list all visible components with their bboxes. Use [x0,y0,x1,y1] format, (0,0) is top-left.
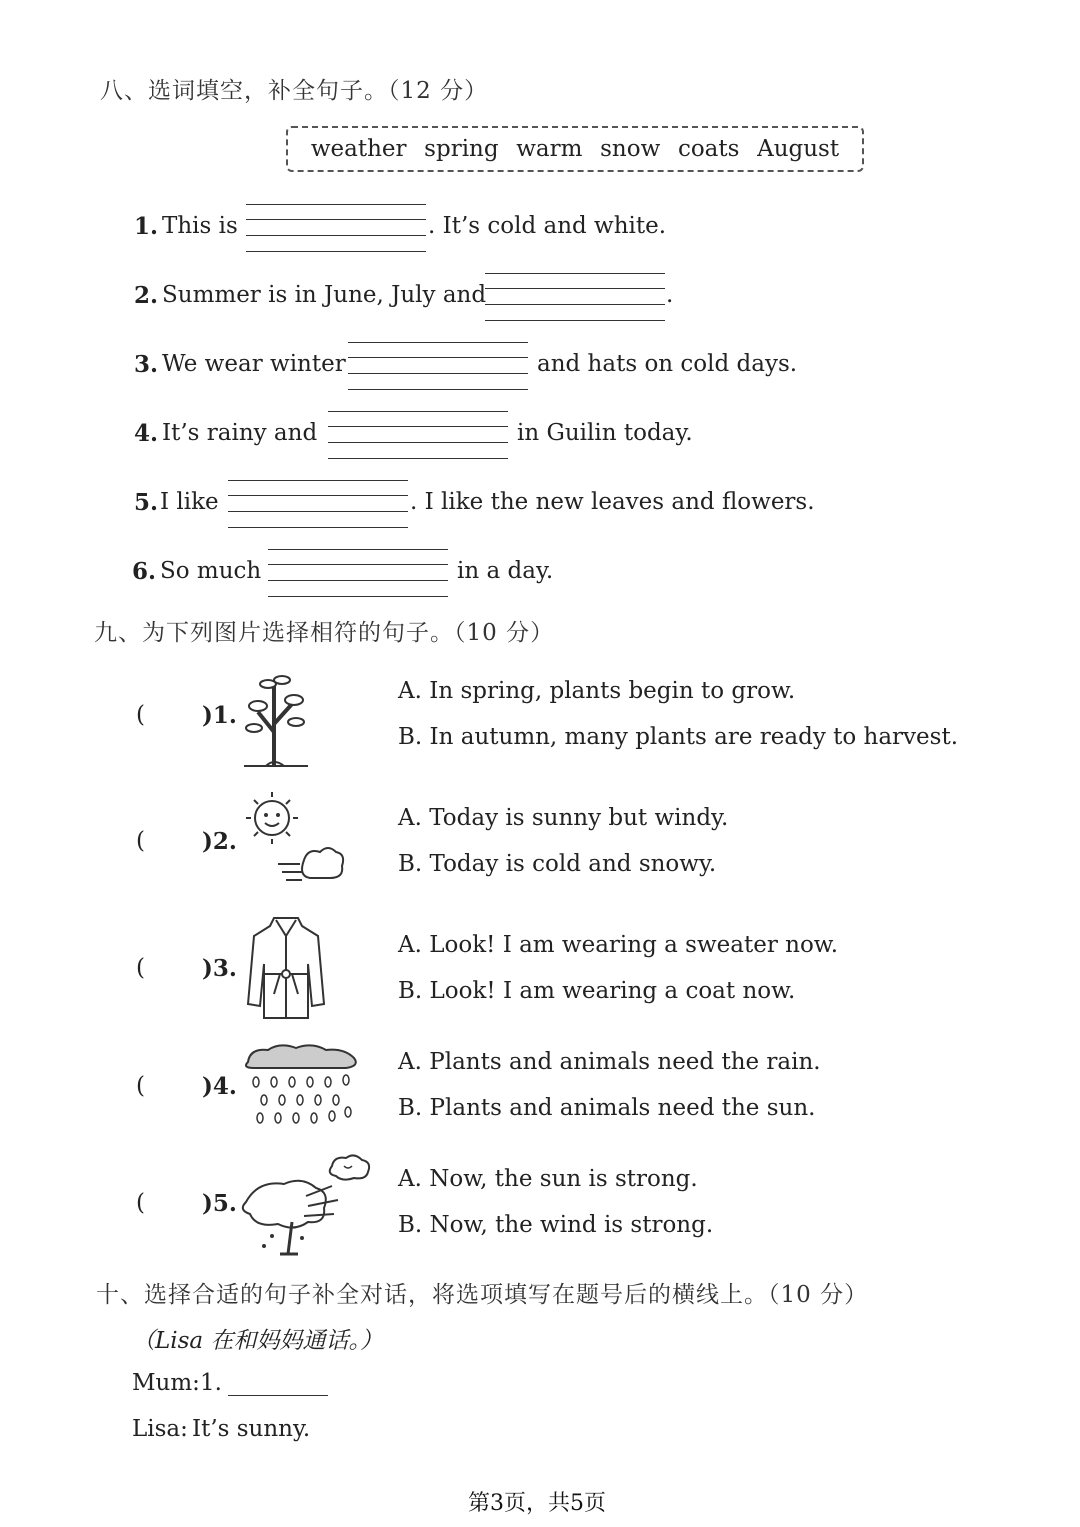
answer-blank[interactable] [228,1395,328,1396]
answer-blank[interactable] [328,411,508,459]
option-b: B. Today is cold and snowy. [398,851,717,877]
word-bank-item: warm [516,136,583,162]
rain-cloud-icon [240,1040,362,1130]
option-b: B. In autumn, many plants are ready to harvest. [398,724,959,750]
answer-blank[interactable] [268,549,448,597]
answer-blank[interactable] [485,273,665,321]
option-b: B. Now, the wind is strong. [398,1212,714,1238]
answer-paren[interactable]: ( [136,1190,145,1216]
answer-paren[interactable]: ( [136,955,145,981]
section-8-heading: 八、选词填空，补全句子。（12 分） [100,78,489,104]
question-text: . [666,282,674,308]
question-text: So much [160,558,262,584]
question-number: 5. [134,489,159,516]
item-number: )2. [202,828,237,855]
windy-tree-icon [236,1152,374,1258]
word-bank-item: August [757,136,840,162]
answer-paren[interactable]: ( [136,828,145,854]
item-number: )5. [202,1190,237,1217]
option-a: A. Now, the sun is strong. [398,1166,698,1192]
question-number: 2. [134,282,159,309]
dialog-line: It’s sunny. [192,1416,311,1442]
question-text: . I like the new leaves and flowers. [410,489,815,515]
coat-icon [246,914,326,1022]
dialog-speaker: Mum: [132,1370,200,1396]
option-a: A. Today is sunny but windy. [398,805,729,831]
item-number: )3. [202,955,237,982]
answer-paren[interactable]: ( [136,1073,145,1099]
answer-blank[interactable] [246,204,426,252]
sun-and-wind-icon [240,788,350,894]
question-text: I like [160,489,219,515]
option-a: A. Plants and animals need the rain. [398,1049,821,1075]
question-number: 6. [132,558,157,585]
question-text: We wear winter [162,351,346,377]
item-number: )1. [202,702,237,729]
section-9-heading: 九、为下列图片选择相符的句子。（10 分） [94,620,555,646]
option-a: A. Look! I am wearing a sweater now. [398,932,839,958]
option-b: B. Plants and animals need the sun. [398,1095,816,1121]
dialog-line: 1. [200,1370,222,1396]
word-bank-item: snow [600,136,661,162]
dialog-speaker: Lisa: [132,1416,188,1442]
page-number: 第3页，共5页 [468,1491,606,1516]
word-bank-item: weather [310,136,407,162]
item-number: )4. [202,1073,237,1100]
answer-blank[interactable] [228,480,408,528]
answer-blank[interactable] [348,342,528,390]
word-bank-item: spring [424,136,499,162]
question-text: and hats on cold days. [537,351,798,377]
question-text: Summer is in June, July and [162,282,487,308]
dialog-context: （Lisa 在和妈妈通话。） [132,1328,383,1354]
question-number: 1. [134,213,159,240]
question-text: in Guilin today. [517,420,693,446]
question-text: This is [162,213,238,239]
section-10-heading: 十、选择合适的句子补全对话，将选项填写在题号后的横线上。（10 分） [96,1282,869,1308]
answer-paren[interactable]: ( [136,702,145,728]
option-b: B. Look! I am wearing a coat now. [398,978,796,1004]
question-text: It’s rainy and [162,420,318,446]
word-bank [286,126,864,172]
question-text: in a day. [457,558,554,584]
question-text: . It’s cold and white. [428,213,667,239]
question-number: 3. [134,351,159,378]
question-number: 4. [134,420,159,447]
word-bank-item: coats [677,136,740,162]
option-a: A. In spring, plants begin to grow. [398,678,796,704]
sprouting-tree-icon [238,662,314,770]
